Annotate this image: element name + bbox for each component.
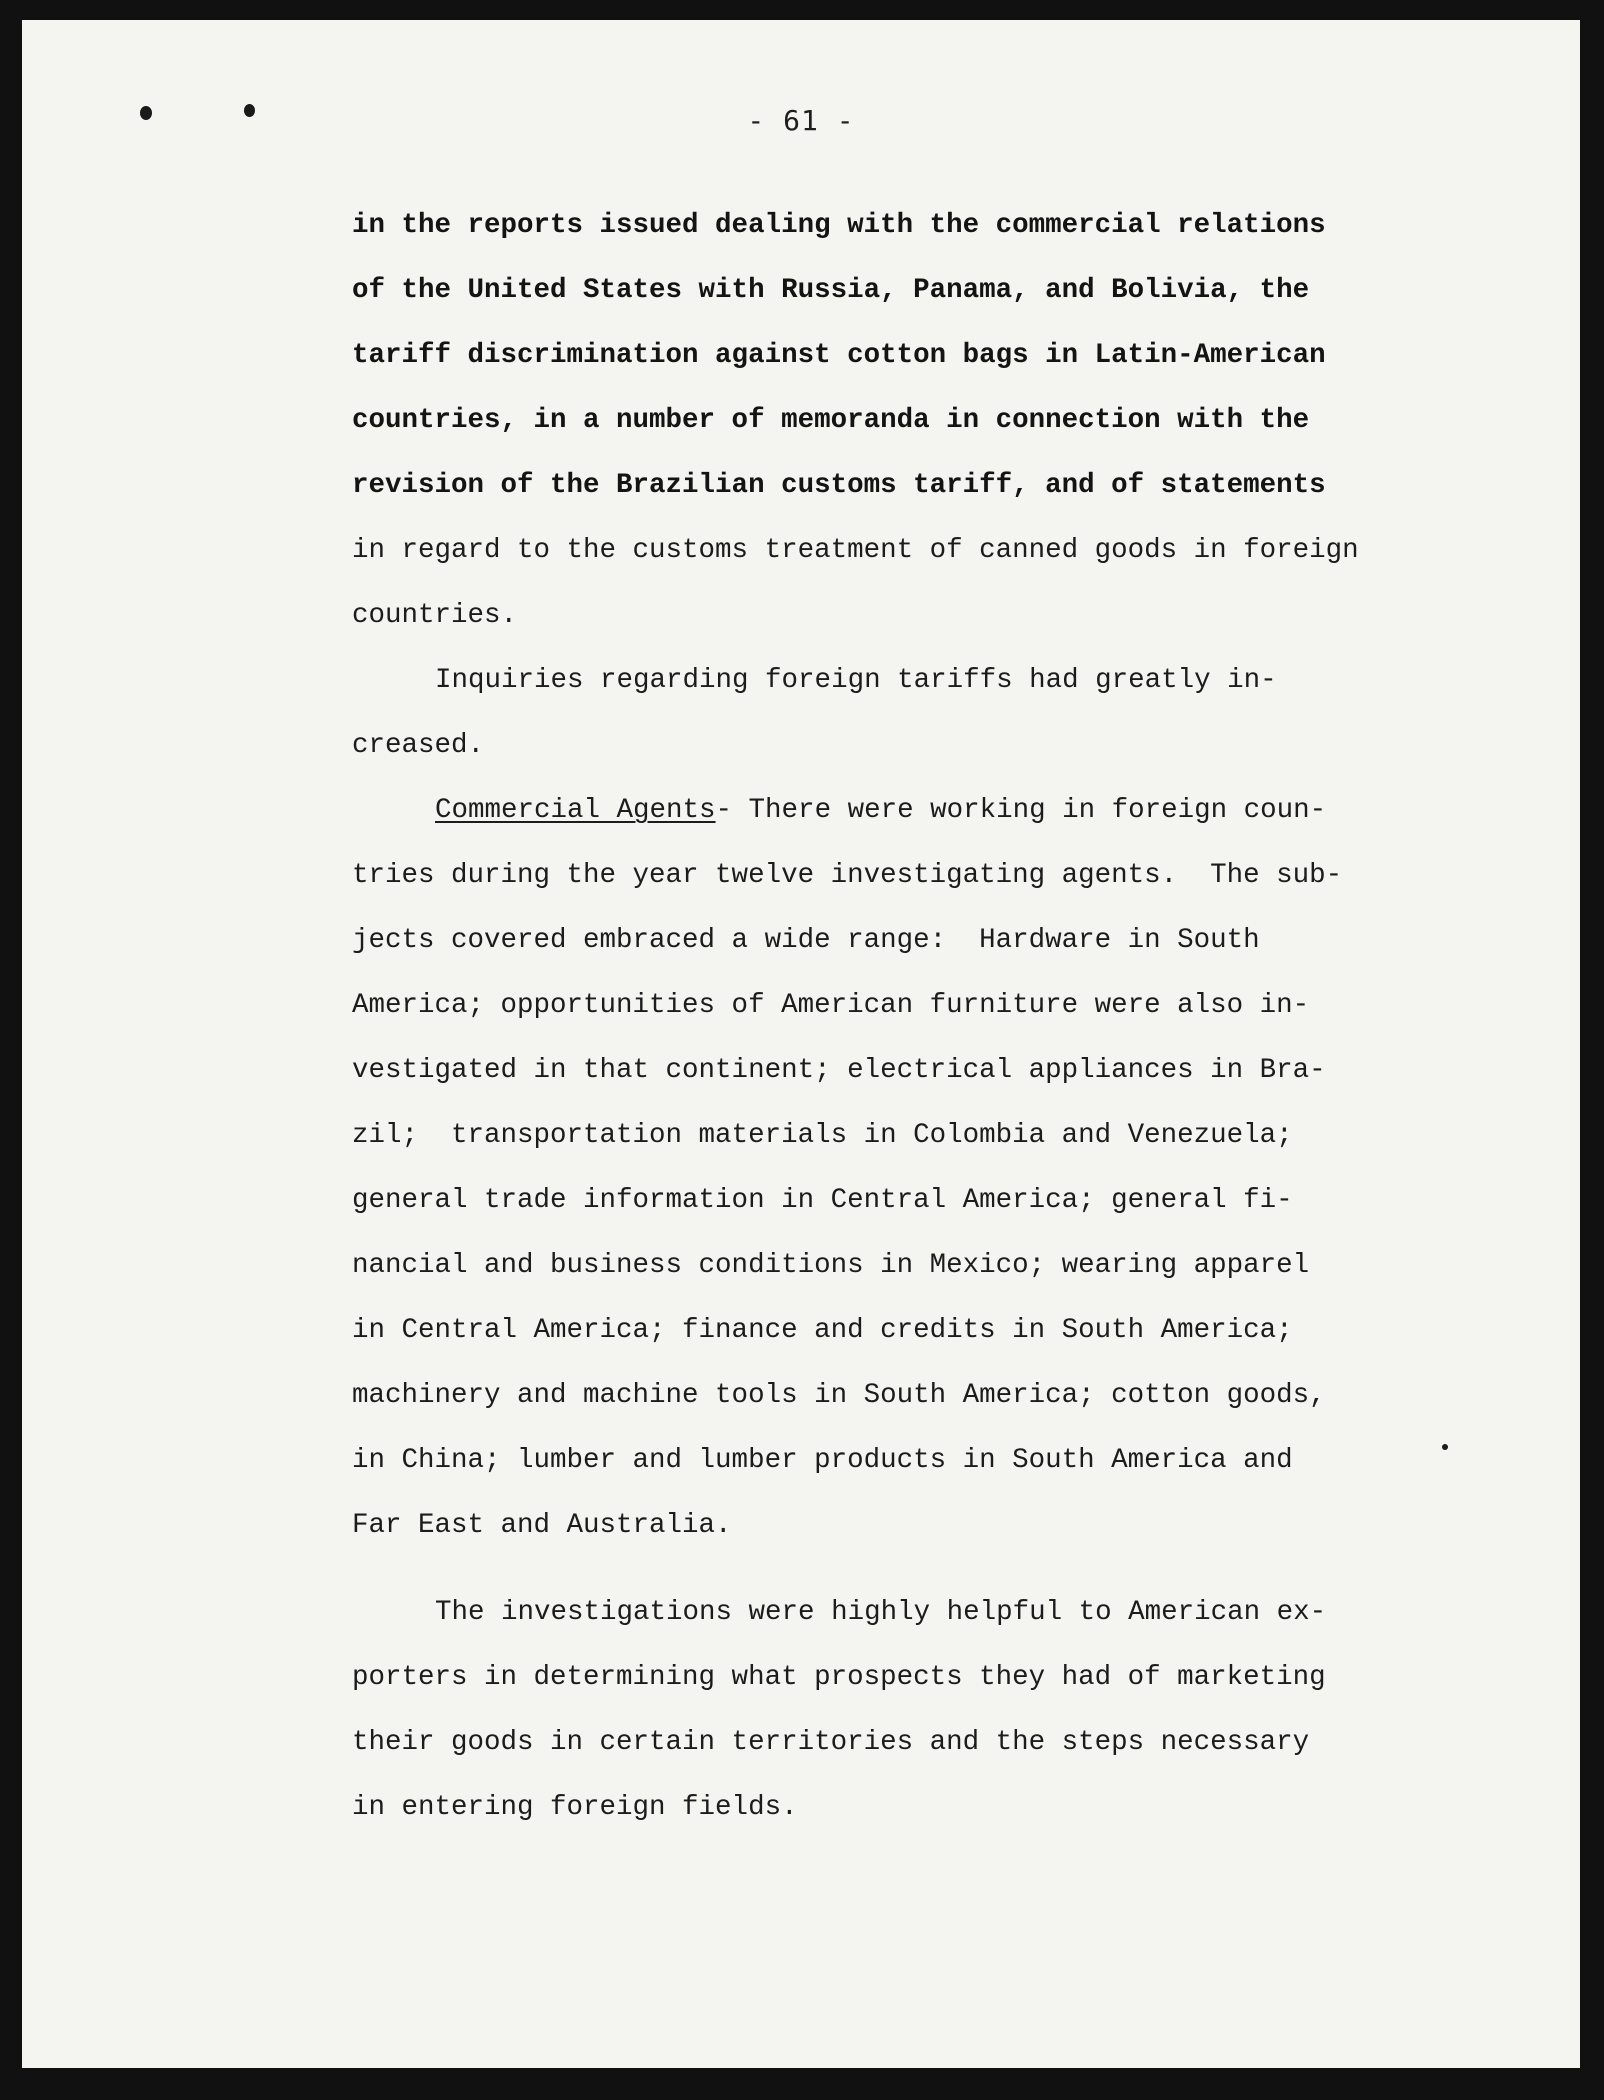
paragraph-3-line: machinery and machine tools in South America; cotton goods, xyxy=(352,1380,1326,1411)
paragraph-2-line: Inquiries regarding foreign tariffs had greatly in- xyxy=(435,665,1277,696)
document-page xyxy=(22,20,1580,2068)
paragraph-1-line: tariff discrimination against cotton bags in Latin-American xyxy=(352,340,1326,371)
speck-mark xyxy=(1442,1444,1448,1450)
paragraph-3-first-line xyxy=(435,793,1326,829)
paragraph-4-line: The investigations were highly helpful to American ex- xyxy=(435,1597,1327,1628)
paragraph-3-line: America; opportunities of American furniture were also in- xyxy=(352,990,1310,1021)
paragraph-1-line: revision of the Brazilian customs tariff, and of statements xyxy=(352,470,1326,501)
paragraph-1-line: countries. xyxy=(352,600,518,631)
paragraph-3-line: zil; transportation materials in Colombia and Venezuela; xyxy=(352,1120,1293,1151)
paragraph-4-line: their goods in certain territories and the steps necessary xyxy=(352,1727,1310,1758)
paragraph-1-line: in regard to the customs treatment of canned goods in foreign xyxy=(352,535,1359,566)
paragraph-3-line: in Central America; finance and credits in South America; xyxy=(352,1315,1293,1346)
paragraph-3-line: nancial and business conditions in Mexico; wearing apparel xyxy=(352,1250,1310,1281)
paragraph-3-line: in China; lumber and lumber products in South America and xyxy=(352,1445,1293,1476)
paragraph-3-first-line-text: - There were working in foreign coun- xyxy=(715,795,1327,826)
paragraph-4-line: porters in determining what prospects they had of marketing xyxy=(352,1662,1326,1693)
paragraph-1-line: countries, in a number of memoranda in connection with the xyxy=(352,405,1310,436)
commercial-agents-heading: Commercial Agents xyxy=(435,795,716,826)
paragraph-2-line: creased. xyxy=(352,730,485,761)
paragraph-1-line: of the United States with Russia, Panama, and Bolivia, the xyxy=(352,275,1310,306)
paragraph-3-line: jects covered embraced a wide range: Hardware in South xyxy=(352,925,1260,956)
paragraph-3-line: general trade information in Central America; general fi- xyxy=(352,1185,1293,1216)
paragraph-3-line: Far East and Australia. xyxy=(352,1510,732,1541)
paragraph-3-line: vestigated in that continent; electrical appliances in Bra- xyxy=(352,1055,1326,1086)
paragraph-3-line: tries during the year twelve investigating agents. The sub- xyxy=(352,860,1343,891)
paragraph-1-line: in the reports issued dealing with the commercial relations xyxy=(352,210,1326,241)
paragraph-4-line: in entering foreign fields. xyxy=(352,1792,798,1823)
page-number: - 61 - xyxy=(747,104,855,137)
